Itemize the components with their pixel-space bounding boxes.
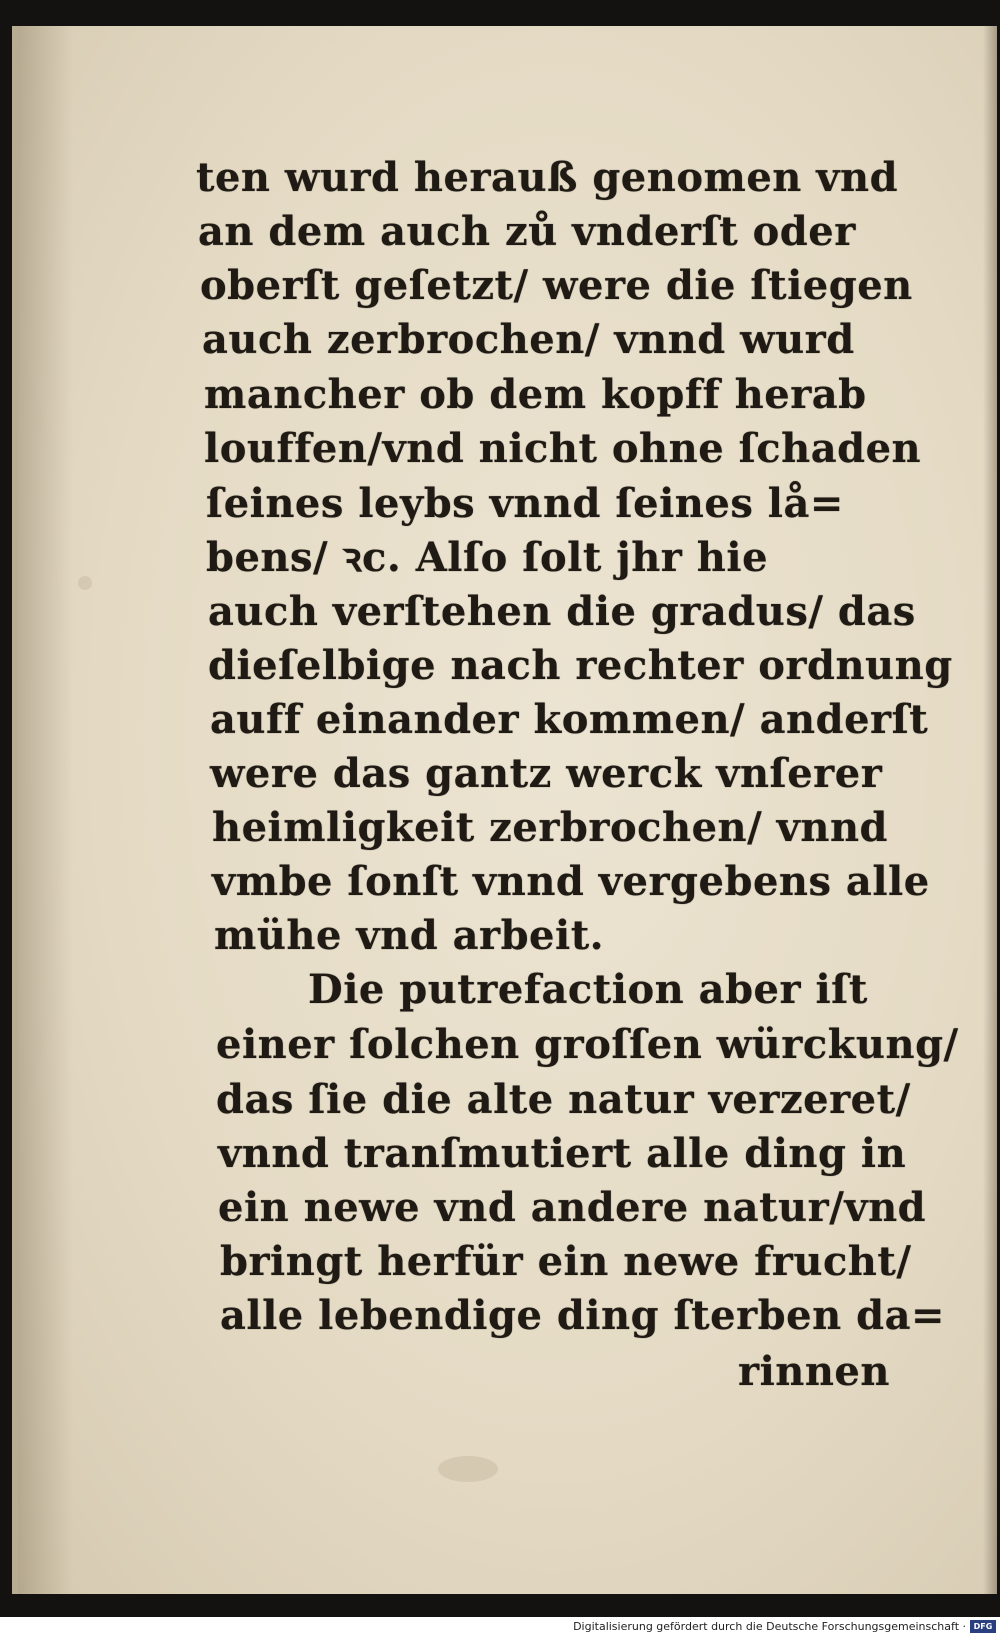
- text-line: das ſie die alte natur verzeret/: [216, 1076, 911, 1123]
- text-line: alle lebendige ding ſterben da=: [220, 1292, 946, 1339]
- text-line: bringt herfür ein newe frucht/: [220, 1238, 912, 1285]
- text-line: louffen/vnd nicht ohne ſchaden: [204, 425, 922, 472]
- text-line: mancher ob dem kopff herab: [204, 371, 867, 418]
- text-line: oberſt geſetzt/ were die ſtiegen: [200, 262, 913, 309]
- funding-credit: Digitalisierung gefördert durch die Deutsche Forschungsgemeinschaft ·: [573, 1620, 966, 1633]
- text-line: Die putrefaction aber iſt: [308, 966, 868, 1013]
- text-line: vmbe ſonſt vnnd vergebens alle: [212, 858, 930, 905]
- text-line: an dem auch zů vnderſt oder: [198, 208, 856, 255]
- footer-bar: [0, 1617, 1000, 1637]
- text-line: bens/ ꝛc. Alſo ſolt jhr hie: [206, 534, 769, 581]
- text-line: auch zerbrochen/ vnnd wurd: [202, 316, 855, 363]
- text-line: ſeines leybs vnnd ſeines lå=: [206, 480, 844, 527]
- text-block: [18, 26, 997, 1594]
- text-line: ein newe vnd andere natur/vnd: [218, 1184, 927, 1231]
- text-line: einer ſolchen groſſen würckung/: [216, 1021, 959, 1068]
- dfg-logo: DFG: [970, 1620, 996, 1633]
- text-line: auff einander kommen/ anderſt: [210, 696, 929, 743]
- text-line: ten wurd herauß genomen vnd: [196, 154, 899, 201]
- text-line: dieſelbige nach rechter ordnung: [208, 642, 953, 689]
- text-line: vnnd tranſmutiert alle ding in: [218, 1130, 907, 1177]
- text-line: heimligkeit zerbrochen/ vnnd: [212, 804, 889, 851]
- catchword: rinnen: [738, 1348, 890, 1395]
- text-line: were das gantz werck vnſerer: [210, 750, 883, 797]
- text-line: auch verſtehen die gradus/ das: [208, 588, 916, 635]
- book-page: [12, 26, 997, 1594]
- text-line: mühe vnd arbeit.: [214, 912, 605, 959]
